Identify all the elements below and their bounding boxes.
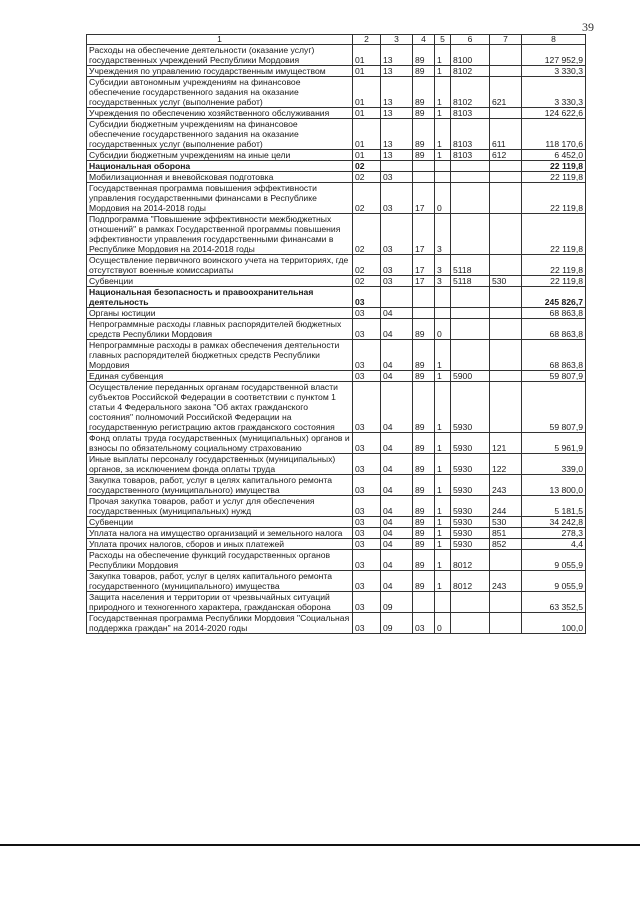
program-code-cell: 89 [413, 66, 435, 77]
amount-cell: 22 119,8 [522, 161, 586, 172]
subprogram-code-cell: 1 [435, 454, 451, 475]
subprogram-code-cell [435, 161, 451, 172]
target-code-cell: 5930 [451, 475, 490, 496]
program-code-cell: 89 [413, 45, 435, 66]
target-code-cell: 5930 [451, 496, 490, 517]
subprogram-code-cell: 1 [435, 517, 451, 528]
section-code-cell: 03 [353, 539, 381, 550]
program-code-cell: 89 [413, 433, 435, 454]
amount-cell: 5 181,5 [522, 496, 586, 517]
subsection-code-cell: 13 [381, 150, 413, 161]
table-row [87, 255, 586, 276]
column-header: 1 [87, 35, 353, 45]
amount-cell: 59 807,9 [522, 382, 586, 433]
target-code-cell: 5930 [451, 382, 490, 433]
section-code-cell: 02 [353, 255, 381, 276]
program-code-cell: 17 [413, 276, 435, 287]
expense-type-cell [490, 255, 522, 276]
table-row [87, 340, 586, 371]
table-row [87, 45, 586, 66]
expense-type-cell [490, 592, 522, 613]
subprogram-code-cell: 3 [435, 276, 451, 287]
table-row [87, 276, 586, 287]
amount-cell: 59 807,9 [522, 371, 586, 382]
expense-type-cell [490, 66, 522, 77]
target-code-cell: 8103 [451, 150, 490, 161]
amount-cell: 9 055,9 [522, 550, 586, 571]
expense-type-cell: 530 [490, 517, 522, 528]
target-code-cell [451, 592, 490, 613]
subsection-code-cell: 04 [381, 539, 413, 550]
expense-type-cell [490, 161, 522, 172]
amount-cell: 34 242,8 [522, 517, 586, 528]
row-name-cell: Единая субвенция [87, 371, 353, 382]
page-number: 39 [582, 20, 594, 34]
program-code-cell: 89 [413, 496, 435, 517]
program-code-cell [413, 172, 435, 183]
program-code-cell: 89 [413, 119, 435, 150]
target-code-cell [451, 319, 490, 340]
row-name-cell: Фонд оплаты труда государственных (муниципальных) органов и взносы по обязательному социальному страхованию [87, 433, 353, 454]
program-code-cell: 17 [413, 183, 435, 214]
amount-cell: 68 863,8 [522, 319, 586, 340]
section-code-cell: 01 [353, 45, 381, 66]
program-code-cell: 89 [413, 550, 435, 571]
subsection-code-cell: 04 [381, 308, 413, 319]
target-code-cell [451, 161, 490, 172]
subprogram-code-cell: 0 [435, 613, 451, 634]
program-code-cell [413, 308, 435, 319]
section-code-cell: 03 [353, 613, 381, 634]
target-code-cell: 8100 [451, 45, 490, 66]
table-row [87, 308, 586, 319]
target-code-cell: 5930 [451, 433, 490, 454]
program-code-cell: 89 [413, 454, 435, 475]
table-row [87, 287, 586, 308]
budget-table [86, 34, 586, 634]
subsection-code-cell: 13 [381, 45, 413, 66]
row-name-cell: Учреждения по управлению государственным имуществом [87, 66, 353, 77]
subsection-code-cell: 09 [381, 592, 413, 613]
expense-type-cell [490, 287, 522, 308]
subsection-code-cell: 13 [381, 119, 413, 150]
target-code-cell: 5900 [451, 371, 490, 382]
target-code-cell [451, 172, 490, 183]
table-row [87, 161, 586, 172]
program-code-cell: 89 [413, 371, 435, 382]
program-code-cell: 89 [413, 340, 435, 371]
table-row [87, 517, 586, 528]
subsection-code-cell: 04 [381, 571, 413, 592]
section-code-cell: 03 [353, 454, 381, 475]
section-code-cell: 03 [353, 319, 381, 340]
amount-cell: 339,0 [522, 454, 586, 475]
expense-type-cell: 244 [490, 496, 522, 517]
column-header: 3 [381, 35, 413, 45]
expense-type-cell [490, 183, 522, 214]
row-name-cell: Уплата налога на имущество организаций и земельного налога [87, 528, 353, 539]
footer-divider [0, 844, 640, 846]
expense-type-cell [490, 214, 522, 255]
subprogram-code-cell [435, 592, 451, 613]
amount-cell: 9 055,9 [522, 571, 586, 592]
section-code-cell: 03 [353, 592, 381, 613]
program-code-cell: 89 [413, 77, 435, 108]
subsection-code-cell: 13 [381, 77, 413, 108]
amount-cell: 278,3 [522, 528, 586, 539]
section-code-cell: 01 [353, 119, 381, 150]
target-code-cell [451, 613, 490, 634]
table-row [87, 319, 586, 340]
expense-type-cell [490, 308, 522, 319]
table-row [87, 613, 586, 634]
row-name-cell: Осуществление переданных органам государственной власти субъектов Российской Федерации в соответствии с пунктом 1 статьи 4 Федерального закона "Об актах гражданского состояния" полномочий Российской Федерации на государственную регистрацию актов гражданского состояния [87, 382, 353, 433]
column-header: 6 [451, 35, 490, 45]
subprogram-code-cell: 1 [435, 150, 451, 161]
column-header: 2 [353, 35, 381, 45]
amount-cell: 22 119,8 [522, 276, 586, 287]
row-name-cell: Национальная оборона [87, 161, 353, 172]
expense-type-cell: 122 [490, 454, 522, 475]
row-name-cell: Субвенции [87, 517, 353, 528]
amount-cell: 4,4 [522, 539, 586, 550]
subprogram-code-cell: 1 [435, 382, 451, 433]
section-code-cell: 03 [353, 371, 381, 382]
target-code-cell: 5118 [451, 255, 490, 276]
row-name-cell: Государственная программа повышения эффективности управления государственными финансами в Республике Мордовия на 2014-2018 годы [87, 183, 353, 214]
amount-cell: 22 119,8 [522, 255, 586, 276]
target-code-cell: 8103 [451, 119, 490, 150]
subprogram-code-cell: 3 [435, 255, 451, 276]
amount-cell: 3 330,3 [522, 77, 586, 108]
table-row [87, 528, 586, 539]
expense-type-cell: 852 [490, 539, 522, 550]
target-code-cell [451, 308, 490, 319]
subprogram-code-cell: 1 [435, 371, 451, 382]
amount-cell: 100,0 [522, 613, 586, 634]
row-name-cell: Государственная программа Республики Мордовия "Социальная поддержка граждан" на 2014-2020 годы [87, 613, 353, 634]
table-row [87, 496, 586, 517]
table-row [87, 214, 586, 255]
expense-type-cell [490, 550, 522, 571]
column-header: 7 [490, 35, 522, 45]
table-row [87, 475, 586, 496]
section-code-cell: 01 [353, 77, 381, 108]
target-code-cell: 8102 [451, 77, 490, 108]
section-code-cell: 01 [353, 66, 381, 77]
subsection-code-cell: 04 [381, 517, 413, 528]
section-code-cell: 03 [353, 340, 381, 371]
subsection-code-cell: 04 [381, 528, 413, 539]
row-name-cell: Непрограммные расходы в рамках обеспечения деятельности главных распорядителей бюджетных средств Республики Мордовия [87, 340, 353, 371]
amount-cell: 5 961,9 [522, 433, 586, 454]
expense-type-cell [490, 319, 522, 340]
amount-cell: 124 622,6 [522, 108, 586, 119]
expense-type-cell: 612 [490, 150, 522, 161]
row-name-cell: Непрограммные расходы главных распорядителей бюджетных средств Республики Мордовия [87, 319, 353, 340]
subsection-code-cell: 04 [381, 319, 413, 340]
program-code-cell: 17 [413, 214, 435, 255]
row-name-cell: Закупка товаров, работ, услуг в целях капитального ремонта государственного (муниципального) имущества [87, 475, 353, 496]
row-name-cell: Субсидии бюджетным учреждениям на иные цели [87, 150, 353, 161]
table-row [87, 108, 586, 119]
subprogram-code-cell: 1 [435, 66, 451, 77]
subsection-code-cell: 04 [381, 454, 413, 475]
table-row [87, 172, 586, 183]
subsection-code-cell: 13 [381, 108, 413, 119]
section-code-cell: 03 [353, 571, 381, 592]
amount-cell: 13 800,0 [522, 475, 586, 496]
amount-cell: 68 863,8 [522, 308, 586, 319]
subsection-code-cell: 03 [381, 183, 413, 214]
subprogram-code-cell [435, 287, 451, 308]
section-code-cell: 02 [353, 183, 381, 214]
subsection-code-cell: 04 [381, 550, 413, 571]
program-code-cell: 89 [413, 150, 435, 161]
expense-type-cell: 621 [490, 77, 522, 108]
program-code-cell [413, 592, 435, 613]
table-row [87, 550, 586, 571]
subprogram-code-cell: 1 [435, 550, 451, 571]
target-code-cell: 8102 [451, 66, 490, 77]
column-header: 8 [522, 35, 586, 45]
target-code-cell: 5930 [451, 517, 490, 528]
row-name-cell: Подпрограмма "Повышение эффективности межбюджетных отношений" в рамках Государственной программы повышения эффективности управления государственными финансами в Республике Мордовия на 2014-2018 годы [87, 214, 353, 255]
target-code-cell: 8103 [451, 108, 490, 119]
section-code-cell: 03 [353, 517, 381, 528]
expense-type-cell: 243 [490, 475, 522, 496]
subsection-code-cell: 04 [381, 496, 413, 517]
subprogram-code-cell: 1 [435, 340, 451, 371]
section-code-cell: 03 [353, 382, 381, 433]
row-name-cell: Учреждения по обеспечению хозяйственного обслуживания [87, 108, 353, 119]
target-code-cell: 5930 [451, 528, 490, 539]
table-row [87, 539, 586, 550]
subprogram-code-cell: 0 [435, 183, 451, 214]
target-code-cell [451, 214, 490, 255]
row-name-cell: Органы юстиции [87, 308, 353, 319]
subsection-code-cell: 04 [381, 371, 413, 382]
subprogram-code-cell: 1 [435, 475, 451, 496]
row-name-cell: Мобилизационная и вневойсковая подготовка [87, 172, 353, 183]
subprogram-code-cell: 3 [435, 214, 451, 255]
program-code-cell: 89 [413, 528, 435, 539]
row-name-cell: Расходы на обеспечение деятельности (оказание услуг) государственных учреждений Республики Мордовия [87, 45, 353, 66]
program-code-cell: 17 [413, 255, 435, 276]
section-code-cell: 02 [353, 214, 381, 255]
column-header: 4 [413, 35, 435, 45]
section-code-cell: 02 [353, 172, 381, 183]
program-code-cell: 89 [413, 475, 435, 496]
row-name-cell: Расходы на обеспечение функций государственных органов Республики Мордовия [87, 550, 353, 571]
target-code-cell: 5930 [451, 454, 490, 475]
target-code-cell [451, 340, 490, 371]
section-code-cell: 03 [353, 528, 381, 539]
expense-type-cell: 851 [490, 528, 522, 539]
section-code-cell: 03 [353, 287, 381, 308]
row-name-cell: Прочая закупка товаров, работ и услуг для обеспечения государственных (муниципальных) нужд [87, 496, 353, 517]
program-code-cell: 89 [413, 319, 435, 340]
subprogram-code-cell: 1 [435, 45, 451, 66]
row-name-cell: Иные выплаты персоналу государственных (муниципальных) органов, за исключением фонда оплаты труда [87, 454, 353, 475]
section-code-cell: 02 [353, 161, 381, 172]
amount-cell: 63 352,5 [522, 592, 586, 613]
target-code-cell: 5930 [451, 539, 490, 550]
subprogram-code-cell: 1 [435, 108, 451, 119]
program-code-cell: 89 [413, 539, 435, 550]
subsection-code-cell: 03 [381, 172, 413, 183]
subsection-code-cell: 04 [381, 475, 413, 496]
expense-type-cell: 611 [490, 119, 522, 150]
subsection-code-cell [381, 287, 413, 308]
section-code-cell: 01 [353, 108, 381, 119]
subsection-code-cell: 03 [381, 214, 413, 255]
amount-cell: 68 863,8 [522, 340, 586, 371]
row-name-cell: Закупка товаров, работ, услуг в целях капитального ремонта государственного (муниципального) имущества [87, 571, 353, 592]
expense-type-cell: 243 [490, 571, 522, 592]
program-code-cell: 03 [413, 613, 435, 634]
amount-cell: 6 452,0 [522, 150, 586, 161]
table-row [87, 150, 586, 161]
subprogram-code-cell: 1 [435, 528, 451, 539]
expense-type-cell [490, 340, 522, 371]
program-code-cell: 89 [413, 571, 435, 592]
target-code-cell [451, 287, 490, 308]
expense-type-cell [490, 371, 522, 382]
subprogram-code-cell: 0 [435, 319, 451, 340]
table-row [87, 382, 586, 433]
subprogram-code-cell: 1 [435, 539, 451, 550]
table-row [87, 592, 586, 613]
section-code-cell: 03 [353, 308, 381, 319]
subsection-code-cell: 03 [381, 276, 413, 287]
expense-type-cell [490, 172, 522, 183]
amount-cell: 245 826,7 [522, 287, 586, 308]
subprogram-code-cell: 1 [435, 433, 451, 454]
row-name-cell: Защита населения и территории от чрезвычайных ситуаций природного и техногенного характера, гражданская оборона [87, 592, 353, 613]
subsection-code-cell: 09 [381, 613, 413, 634]
program-code-cell [413, 161, 435, 172]
section-code-cell: 01 [353, 150, 381, 161]
program-code-cell: 89 [413, 108, 435, 119]
target-code-cell: 8012 [451, 571, 490, 592]
subsection-code-cell: 04 [381, 340, 413, 371]
program-code-cell [413, 287, 435, 308]
expense-type-cell [490, 613, 522, 634]
row-name-cell: Субсидии бюджетным учреждениям на финансовое обеспечение государственного задания на оказание государственных услуг (выполнение работ) [87, 119, 353, 150]
expense-type-cell [490, 45, 522, 66]
section-code-cell: 03 [353, 496, 381, 517]
subprogram-code-cell [435, 308, 451, 319]
amount-cell: 22 119,8 [522, 172, 586, 183]
row-name-cell: Уплата прочих налогов, сборов и иных платежей [87, 539, 353, 550]
expense-type-cell [490, 108, 522, 119]
table-row [87, 183, 586, 214]
subprogram-code-cell: 1 [435, 571, 451, 592]
subprogram-code-cell: 1 [435, 496, 451, 517]
amount-cell: 127 952,9 [522, 45, 586, 66]
subprogram-code-cell [435, 172, 451, 183]
subprogram-code-cell: 1 [435, 119, 451, 150]
subsection-code-cell: 04 [381, 382, 413, 433]
row-name-cell: Национальная безопасность и правоохранительная деятельность [87, 287, 353, 308]
subsection-code-cell: 13 [381, 66, 413, 77]
row-name-cell: Осуществление первичного воинского учета на территориях, где отсутствуют военные комиссариаты [87, 255, 353, 276]
program-code-cell: 89 [413, 382, 435, 433]
expense-type-cell: 530 [490, 276, 522, 287]
table-row [87, 77, 586, 108]
table-row [87, 371, 586, 382]
amount-cell: 22 119,8 [522, 183, 586, 214]
target-code-cell [451, 183, 490, 214]
target-code-cell: 5118 [451, 276, 490, 287]
expense-type-cell: 121 [490, 433, 522, 454]
subprogram-code-cell: 1 [435, 77, 451, 108]
section-code-cell: 03 [353, 475, 381, 496]
table-row [87, 454, 586, 475]
table-row [87, 66, 586, 77]
table-row [87, 433, 586, 454]
program-code-cell: 89 [413, 517, 435, 528]
row-name-cell: Субвенции [87, 276, 353, 287]
target-code-cell: 8012 [451, 550, 490, 571]
table-header-row [87, 35, 586, 45]
amount-cell: 118 170,6 [522, 119, 586, 150]
expense-type-cell [490, 382, 522, 433]
subsection-code-cell: 03 [381, 255, 413, 276]
column-header: 5 [435, 35, 451, 45]
subsection-code-cell [381, 161, 413, 172]
amount-cell: 22 119,8 [522, 214, 586, 255]
section-code-cell: 03 [353, 550, 381, 571]
subsection-code-cell: 04 [381, 433, 413, 454]
row-name-cell: Субсидии автономным учреждениям на финансовое обеспечение государственного задания на оказание государственных услуг (выполнение работ) [87, 77, 353, 108]
amount-cell: 3 330,3 [522, 66, 586, 77]
table-row [87, 571, 586, 592]
section-code-cell: 02 [353, 276, 381, 287]
section-code-cell: 03 [353, 433, 381, 454]
table-row [87, 119, 586, 150]
